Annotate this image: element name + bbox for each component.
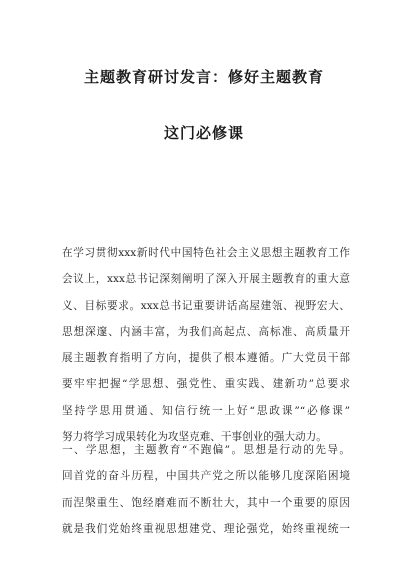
paragraph-line: 义、目标要求。xxx总书记重要讲话高屋建瓴、视野宏大、 xyxy=(62,299,350,312)
body-paragraph-section-1 xyxy=(62,437,350,542)
document-title-line-2: 这门必修课 xyxy=(163,124,244,142)
paragraph-line: 展主题教育指明了方向，提供了根本遵循。广大党员干部 xyxy=(62,352,350,365)
body-paragraph-intro xyxy=(62,240,350,450)
paragraph-line: 坚持学思用贯通、知信行统一上好“思政课”“必修课” xyxy=(62,404,350,417)
paragraph-line: 会议上，xxx总书记深刻阐明了深入开展主题教育的重大意 xyxy=(62,273,350,286)
paragraph-line: 就是我们党始终重视思想建党、理论强党，始终重视统一 xyxy=(62,522,350,535)
paragraph-line: 而涅槃重生、饱经磨难而不断壮大，其中一个重要的原因 xyxy=(62,496,350,509)
paragraph-line: 思想深邃、内涵丰富，为我们高起点、高标准、高质量开 xyxy=(62,325,350,338)
paragraph-line: 一、学思想，主题教育“不跑偏”。思想是行动的先导。 xyxy=(62,444,350,456)
paragraph-line: 在学习贯彻xxx新时代中国特色社会主义思想主题教育工作 xyxy=(62,247,350,259)
paragraph-line: 努力将学习成果转化为攻坚克难、干事创业的强大动力。 xyxy=(62,431,327,444)
paragraph-line: 要牢牢把握“学思想、强党性、重实践、建新功”总要求 xyxy=(62,378,350,391)
paragraph-line: 回首党的奋斗历程，中国共产党之所以能够几度深陷困境 xyxy=(62,470,350,483)
document-title-line-1: 主题教育研讨发言：修好主题教育 xyxy=(83,68,324,86)
